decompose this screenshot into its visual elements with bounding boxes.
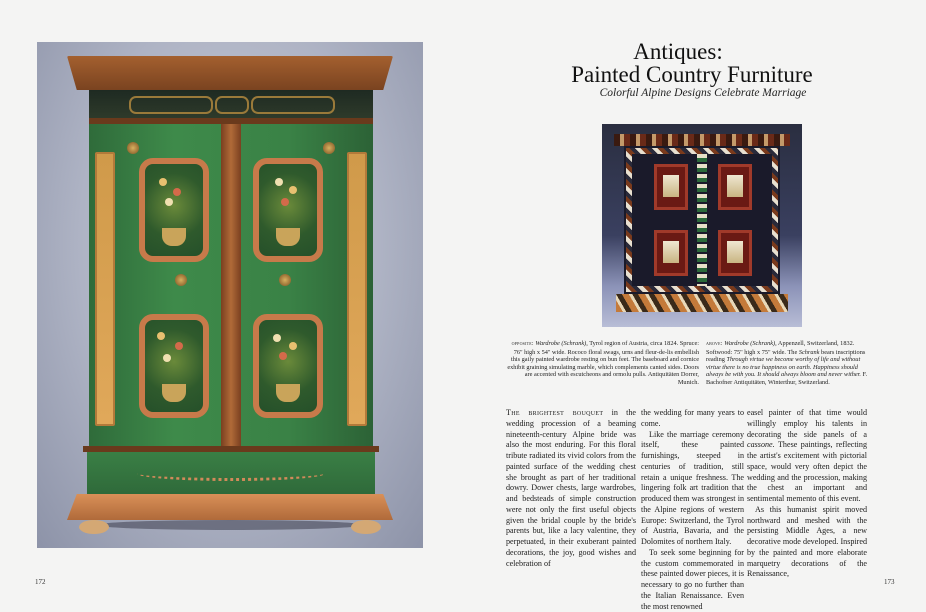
- wardrobe-cornice: [614, 134, 790, 146]
- urn-icon: [727, 241, 743, 263]
- door-panel-top-left: [139, 158, 209, 262]
- bun-foot-right: [351, 520, 381, 534]
- flower-icon: [173, 188, 181, 196]
- flower-icon: [275, 178, 283, 186]
- flower-icon: [289, 186, 297, 194]
- wardrobe-cornice: [67, 56, 393, 90]
- door-panel-top-right: [253, 158, 323, 262]
- body-column-2: [641, 408, 744, 612]
- rosette-icon: [127, 142, 139, 154]
- rosette-icon: [279, 274, 291, 286]
- left-side-strip: [95, 152, 115, 426]
- paragraph: As this humanist spirit moved northward and meshed with the persisting Middle Ages, a new decorative mode developed. Inspired by the painted and more elaborate marquetry decorations of the Renaissance,: [747, 504, 867, 579]
- wardrobe-doors: [89, 124, 373, 446]
- flower-icon: [279, 352, 287, 360]
- center-stile: [697, 154, 707, 286]
- flower-icon: [175, 342, 183, 350]
- urn-icon: [727, 175, 743, 197]
- caption-schrank: Schrank: [798, 348, 820, 356]
- photo-credit: [33, 500, 37, 540]
- frieze-scroll: [251, 96, 335, 114]
- appenzell-wardrobe-photo: [602, 124, 802, 327]
- photo-credit: [597, 280, 601, 320]
- paragraph: These paintings, reflecting the artist's excitement with pictorial space, would very often depict the wedding and the procession, making the chest an important and sentimental memento of this event.: [747, 440, 867, 503]
- cassone-term: cassone.: [747, 440, 775, 450]
- caption-item-title: Wardrobe (Schrank),: [724, 340, 777, 347]
- green-wardrobe-photo: [37, 42, 423, 548]
- paragraph: in the wedding procession of a beaming nineteenth-century Alpine bride was also the most enduring. For this floral tribute radiated its vivid colors from the painted surface of the wedding chest she brought as part of her traditional dowry. Dower chests, large wardrobes, and bedsteads of simple construction were not only the first useful objects given the bridal couple by the bride's parents but, like a lacy valentine, they perpetuated, in their exuberant painted decorations, the joy, good wishes and celebration of: [506, 408, 636, 568]
- wardrobe-plinth: [67, 494, 393, 520]
- door-panel-top-right: [718, 164, 752, 210]
- floral-garland: [137, 466, 325, 481]
- flower-icon: [159, 178, 167, 186]
- caption-text: Tyrol region of Austria, circa 1824. Spruce: 76" high x 54" wide. Rococo floral swags, urns and fleur-de-lis embellish this gaily painted wardrobe resting on bun feet. The baseboard and cornice exhibit graining simulating marble, which complements canted sides. Doors are accented with escutcheons and ormolu pulls. Antiquitäten Dorrer, Munich.: [507, 340, 699, 386]
- article-title-line1: Antiques:: [633, 39, 723, 64]
- caption-label: above:: [706, 341, 723, 347]
- lead-in: The brightest bouquet: [506, 408, 604, 417]
- door-panel-bottom-right: [253, 314, 323, 418]
- center-stile: [221, 124, 241, 446]
- urn-icon: [663, 175, 679, 197]
- door-panel-bottom-right: [718, 230, 752, 276]
- paragraph: To seek some beginning for the custom commemorated in these painted dower pieces, it is necessary to go no further than the Italian Renaissance. Even the most renowned: [641, 547, 744, 611]
- wardrobe-base: [616, 294, 788, 312]
- caption-item-title: Wardrobe (Schrank),: [535, 340, 588, 347]
- body-column-1: [506, 408, 636, 569]
- body-column-3: [747, 408, 867, 580]
- caption-above: [706, 340, 876, 387]
- rosette-icon: [323, 142, 335, 154]
- urn-icon: [276, 384, 300, 402]
- frieze-scroll: [215, 96, 249, 114]
- right-side-strip: [347, 152, 367, 426]
- caption-label: opposite:: [511, 341, 534, 347]
- bun-foot-left: [79, 520, 109, 534]
- left-page: [0, 0, 463, 600]
- wardrobe-frieze: [89, 90, 373, 118]
- paragraph: easel painter of that time would willingly employ his talents in decorating the side panels of a: [747, 408, 867, 439]
- door-panel-bottom-left: [139, 314, 209, 418]
- door-panel-top-left: [654, 164, 688, 210]
- flower-icon: [281, 198, 289, 206]
- urn-icon: [663, 241, 679, 263]
- page-number: 173: [884, 578, 895, 586]
- urn-icon: [162, 384, 186, 402]
- urn-icon: [276, 228, 300, 246]
- urn-icon: [162, 228, 186, 246]
- rosette-icon: [175, 274, 187, 286]
- wardrobe-base: [87, 452, 375, 494]
- caption-opposite: [507, 340, 699, 387]
- right-page: [463, 0, 926, 611]
- wardrobe-doors: [624, 146, 780, 294]
- flower-icon: [273, 334, 281, 342]
- paragraph: the wedding for many years to come.: [641, 408, 744, 428]
- caption-text: bears inscriptions reading: [706, 348, 866, 364]
- article-subtitle: Colorful Alpine Designs Celebrate Marriage: [599, 87, 807, 99]
- flower-icon: [163, 354, 171, 362]
- door-panel-bottom-left: [654, 230, 688, 276]
- page-number: 172: [35, 578, 46, 586]
- flower-icon: [165, 198, 173, 206]
- caption-text: F. Bachofner Antiquitäten, Winterthur, Switzerland.: [706, 371, 868, 386]
- caption-text: Appenzell, Switzerland, 1832. Softwood: 75" high x 75" wide. The: [706, 340, 855, 356]
- caption-inscription: Through virtue we become worthy of life and without virtue there is no true happiness on earth. Happiness should always be with you. It should always bloom and never wither.: [706, 356, 861, 379]
- flower-icon: [157, 332, 165, 340]
- floor-shadow: [97, 520, 363, 530]
- flower-icon: [289, 342, 297, 350]
- article-title-line2: Painted Country Furniture: [571, 62, 813, 87]
- paragraph: Like the marriage ceremony itself, these painted furnishings, steeped in centuries of tradition, still retain a unique freshness. The lingering folk art tradition that produced them was strongest in the Alpine regions of western Europe: Switzerland, the Tyrol of Austria, Bavaria, and the Dolomites of northern Italy.: [641, 429, 744, 546]
- frieze-scroll: [129, 96, 213, 114]
